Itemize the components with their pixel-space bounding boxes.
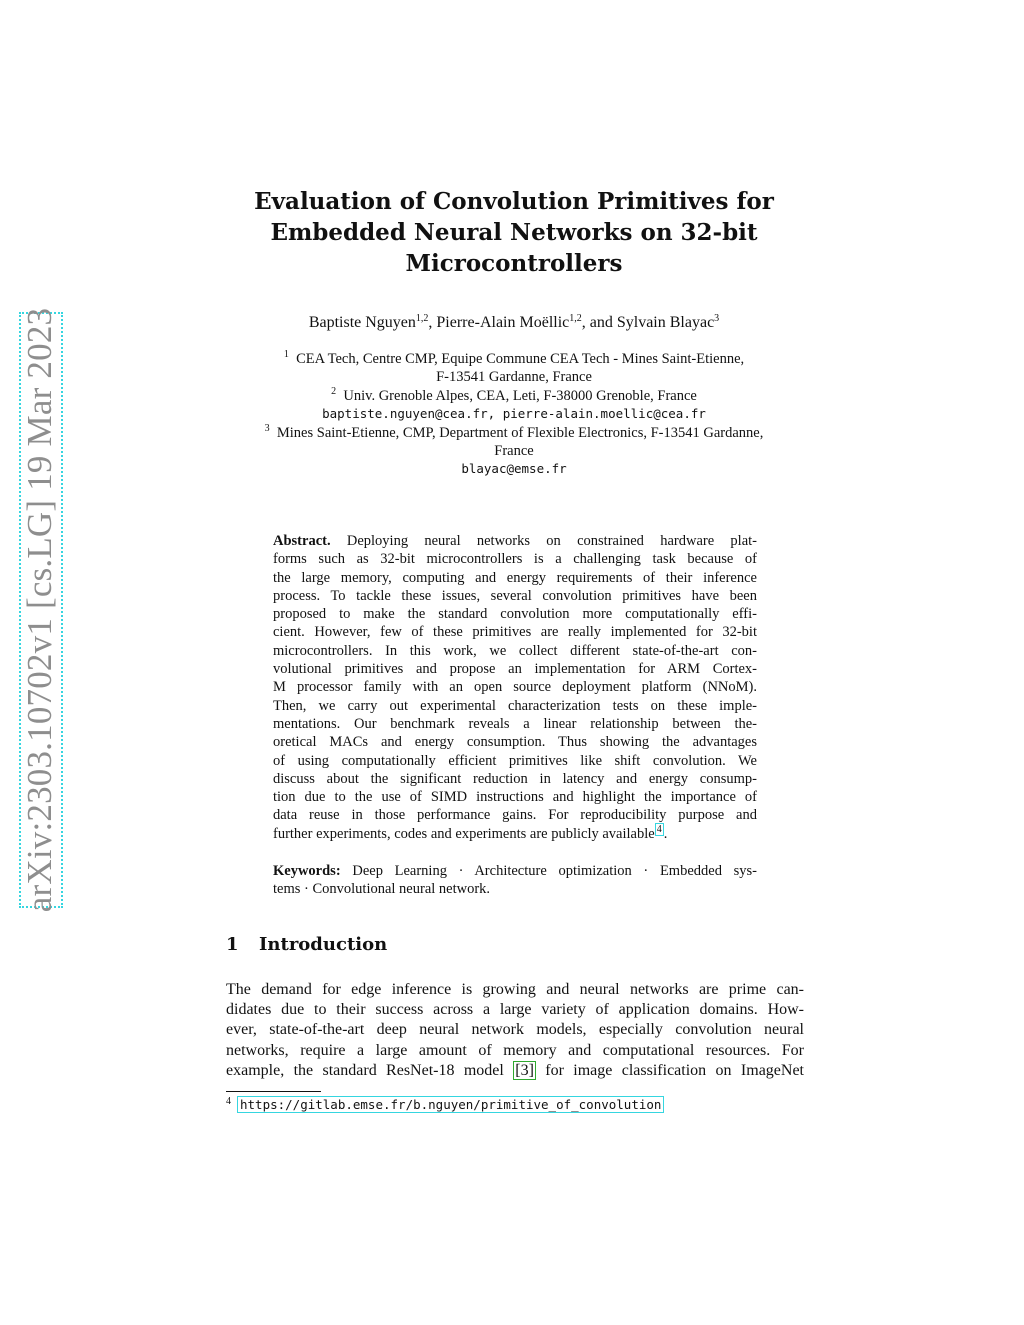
abstract-line: proposed to make the standard convolution more computationally effi- [273, 606, 757, 623]
abstract-line: oretical MACs and energy consumption. Thus showing the advantages [273, 734, 757, 751]
abstract-line: forms such as 32-bit microcontrollers is a challenging task because of [273, 551, 757, 568]
affiliations [200, 350, 828, 479]
abstract-line: microcontrollers. In this work, we collect different state-of-the-art con- [273, 642, 757, 659]
abstract-line: M processor family with an open source deployment platform (NNoM). [273, 679, 757, 696]
intro-paragraph [226, 980, 804, 1081]
abstract [273, 532, 757, 843]
author-list [200, 313, 828, 333]
title-line: Embedded Neural Networks on 32-bit [270, 219, 758, 246]
author-emails[interactable]: baptiste.nguyen@cea.fr, pierre-alain.moellic@cea.fr [322, 406, 706, 422]
author-affil-mark: 1,2 [415, 313, 429, 324]
author-affil-mark: 1,2 [569, 313, 582, 324]
abstract-line: mentations. Our benchmark reveals a linear relationship between the- [273, 715, 757, 732]
author-name: Pierre-Alain Moëllic [436, 314, 570, 331]
section-number: 1 [226, 934, 239, 955]
keywords-text: Deep Learning · Architecture optimization · Embedded sys- [340, 863, 757, 879]
section-heading [226, 934, 387, 955]
body-line: didates due to their success across a large variety of application domains. How- [226, 1001, 804, 1019]
abstract-line: tion due to the use of SIMD instructions and highlight the importance of [273, 789, 757, 806]
section-title: Introduction [259, 934, 388, 955]
abstract-line: of using computationally efficient primitives like shift convolution. We [273, 752, 757, 769]
body-text: example, the standard ResNet-18 model [226, 1061, 514, 1079]
arxiv-identifier[interactable]: arXiv:2303.10702v1 [cs.LG] 19 Mar 2023 [20, 307, 59, 913]
affil-text: Mines Saint-Etienne, CMP, Department of Flexible Electronics, F-13541 Gardanne, [276, 424, 764, 441]
affiliation-2 [200, 387, 828, 405]
affil-text: F-13541 Gardanne, France [436, 369, 592, 386]
footnote-link[interactable]: 4 [656, 823, 662, 835]
author-name: Sylvain Blayac [616, 314, 715, 331]
affil-number: 1 [283, 349, 289, 360]
keywords-label: Keywords: [273, 863, 341, 879]
body-line [226, 1061, 804, 1081]
abstract-line: process. To tackle these issues, several convolution primitives have been [273, 587, 757, 604]
affiliation-1 [200, 350, 828, 368]
affil-text: Univ. Grenoble Alpes, CEA, Leti, F-38000 Grenoble, France [343, 387, 697, 404]
keywords-line [273, 862, 757, 880]
abstract-line: discuss about the significant reduction in latency and energy consump- [273, 770, 757, 787]
author-email[interactable]: blayac@emse.fr [461, 461, 567, 477]
abstract-text: . [663, 825, 668, 842]
affil-number: 3 [264, 422, 270, 434]
affil-number: 2 [331, 385, 337, 397]
title-line: Evaluation of Convolution Primitives for [254, 188, 774, 215]
citation-link[interactable]: [3] [515, 1061, 534, 1079]
abstract-line: Then, we carry out experimental characterization tests on these imple- [273, 697, 757, 714]
body-line: networks, require a large amount of memory and computational resources. For [226, 1041, 804, 1059]
author-affil-mark: 3 [714, 313, 720, 324]
abstract-line: cient. However, few of these primitives are really implemented for 32-bit [273, 624, 757, 641]
body-line: ever, state-of-the-art deep neural network models, especially convolution neural [226, 1021, 804, 1039]
body-line: The demand for edge inference is growing and neural networks are prime can- [226, 981, 804, 998]
abstract-line: the large memory, computing and energy requirements of their inference [273, 569, 757, 586]
abstract-line: data reuse in those performance gains. For reproducibility purpose and [273, 807, 757, 824]
title-line: Microcontrollers [405, 250, 623, 277]
body-text: for image classification on ImageNet [535, 1061, 804, 1079]
keywords-line: tems · Convolutional neural network. [273, 881, 491, 898]
footnote-rule [226, 1091, 321, 1092]
author-separator: , and [581, 314, 617, 331]
footnote-url-link[interactable]: https://gitlab.emse.fr/b.nguyen/primitive_of_convolution [237, 1096, 664, 1113]
abstract-line: volutional primitives and propose an implementation for ARM Cortex- [273, 661, 757, 678]
abstract-label: Abstract. [273, 533, 331, 549]
abstract-line [273, 825, 757, 843]
keywords [273, 862, 757, 899]
author-name: Baptiste Nguyen [308, 314, 416, 331]
footnote-number: 4 [226, 1096, 231, 1107]
affiliation-3 [200, 424, 828, 442]
affil-text: France [494, 443, 534, 460]
footnote [226, 1096, 664, 1113]
abstract-text: Deploying neural networks on constrained hardware plat- [330, 533, 757, 549]
affil-text: CEA Tech, Centre CMP, Equipe Commune CEA Tech - Mines Saint-Etienne, [296, 351, 745, 367]
abstract-line [273, 532, 757, 550]
author-separator: , [428, 314, 437, 331]
abstract-text: further experiments, codes and experiments are publicly available [273, 825, 655, 842]
paper-title [240, 186, 788, 279]
